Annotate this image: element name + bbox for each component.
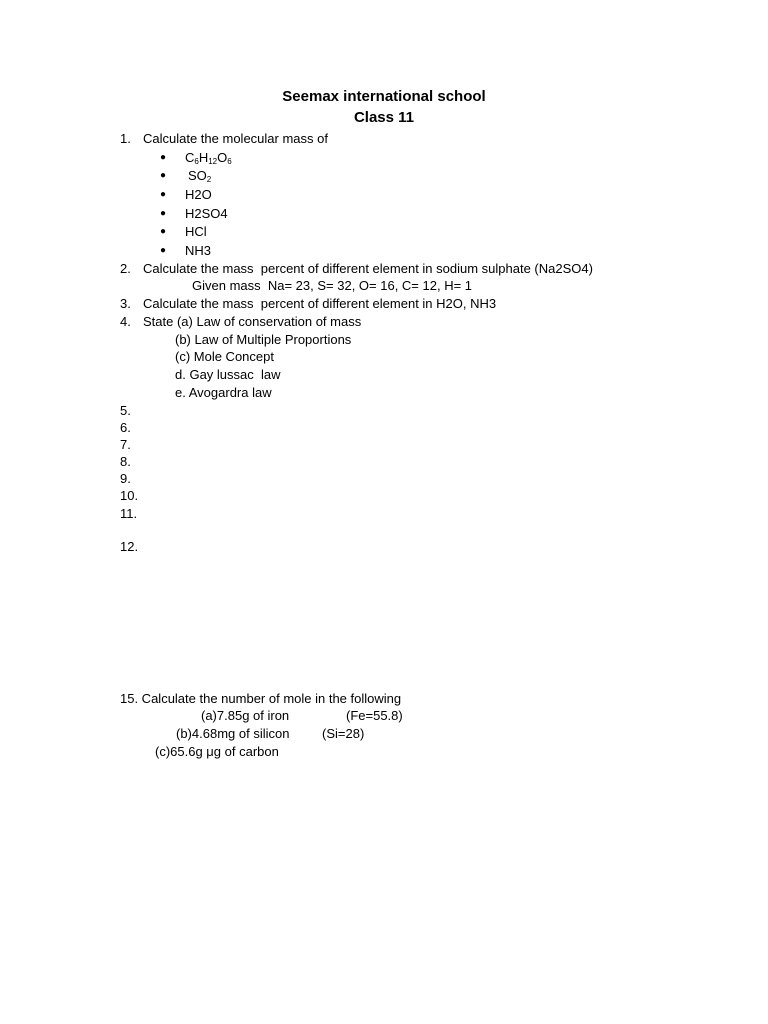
q3-number: 3. [120,296,131,311]
q4-part-c: (c) Mole Concept [175,349,274,364]
q1-item-h2o: H2O [185,187,212,202]
q1-item-hcl: HCl [185,224,207,239]
class-title: Class 11 [353,109,415,126]
q15-part-b-given: (Si=28) [322,726,365,741]
formula-subscript: 6 [194,157,199,166]
bullet-icon: ● [160,189,167,200]
bullet-icon: ● [160,245,167,256]
q1-number: 1. [120,131,131,146]
empty-number: 5. [120,403,131,418]
q1-text: Calculate the molecular mass of [143,131,328,146]
formula-subscript: 6 [227,157,232,166]
q1-item-glucose [185,149,232,166]
empty-number: 11. [120,506,138,521]
q15-part-c: (c)65.6g μg of carbon [155,744,279,759]
q15-text: 15. Calculate the number of mole in the following [120,691,402,706]
empty-number: 9. [120,471,131,486]
school-title: Seemax international school [282,88,486,105]
q1-item-nh3: NH3 [185,243,212,258]
q15-part-a-given: (Fe=55.8) [346,708,403,723]
q4-text: State (a) Law of conservation of mass [143,314,362,329]
formula-subscript: 12 [208,157,218,166]
bullet-icon: ● [160,208,167,219]
formula-part: SO [188,168,207,183]
q2-given: Given mass Na= 23, S= 32, O= 16, C= 12, H= 1 [192,278,473,293]
formula-part: O [217,150,228,165]
empty-number: 6. [120,420,131,435]
bullet-icon: ● [160,170,167,181]
q1-item-h2so4: H2SO4 [185,206,228,221]
formula-subscript: 2 [206,175,212,184]
empty-number: 7. [120,437,131,452]
q2-number: 2. [120,261,131,276]
q4-part-b: (b) Law of Multiple Proportions [175,332,352,347]
q4-part-e: e. Avogardra law [175,385,272,400]
empty-number: 10. [120,488,139,503]
q4-number: 4. [120,314,131,329]
empty-number: 12. [120,539,139,554]
q4-part-d: d. Gay lussac law [175,367,281,382]
q15-part-b: (b)4.68mg of silicon [176,726,290,741]
q15-part-a: (a)7.85g of iron [201,708,290,723]
bullet-icon: ● [160,226,167,237]
q3-text: Calculate the mass percent of different element in H2O, NH3 [143,296,497,311]
q1-item-so2 [188,167,211,184]
empty-number: 8. [120,454,131,469]
bullet-icon: ● [160,152,167,163]
formula-part: C [185,150,195,165]
formula-part: H [198,150,209,165]
q2-text: Calculate the mass percent of different element in sodium sulphate (Na2SO4) [143,261,593,276]
